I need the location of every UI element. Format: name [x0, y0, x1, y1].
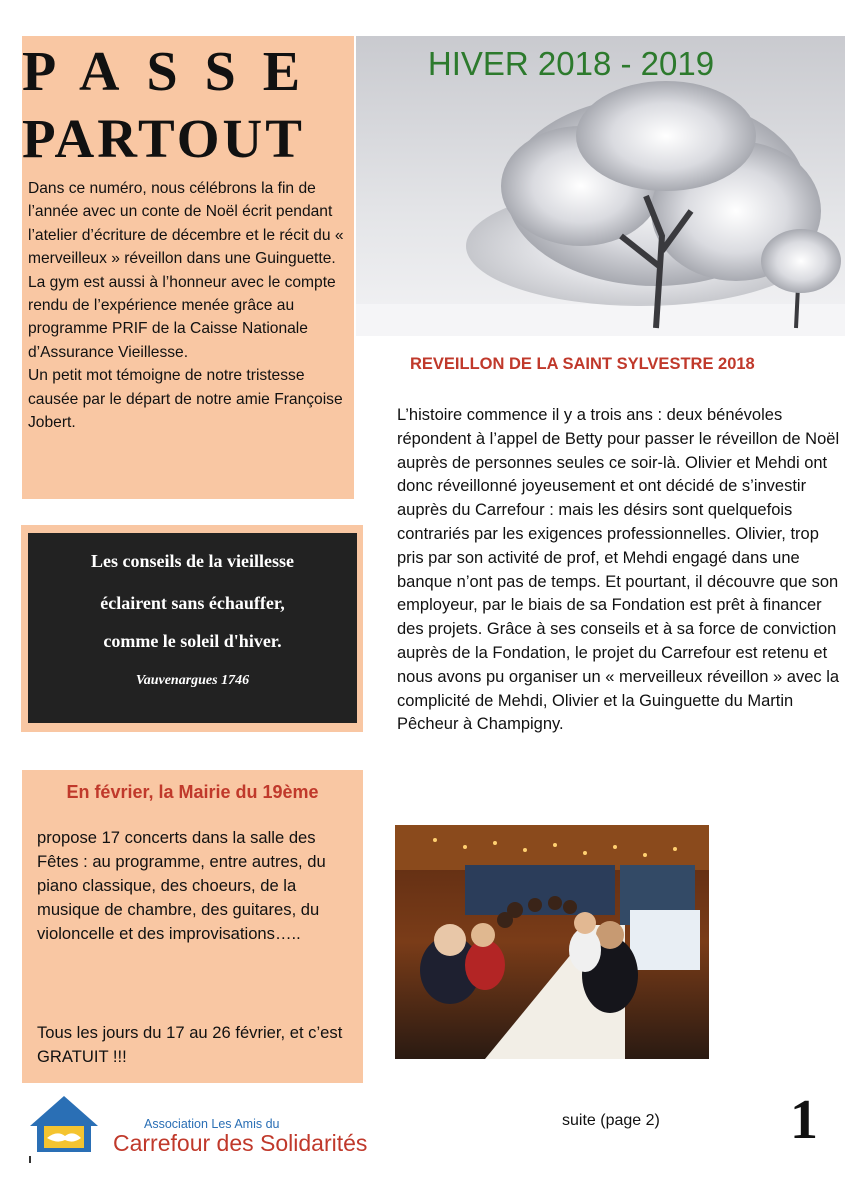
concert-body: propose 17 concerts dans la salle des Fêtes : au programme, entre autres, du piano classique, des choeurs, de la musique de chambre, des guitares, du violoncelle et des improvisations…..: [37, 828, 326, 943]
quote-line: éclairent sans échauffer,: [100, 593, 285, 613]
quote-line: Les conseils de la vieillesse: [91, 551, 294, 571]
logo-line1: Association Les Amis du: [144, 1117, 280, 1131]
page-number: 1: [790, 1089, 818, 1151]
intro-paragraph: Un petit mot témoigne de notre tristesse causée par le départ de notre amie Françoise Jobert.: [28, 367, 343, 432]
concert-note: Tous les jours du 17 au 26 février, et c’est GRATUIT !!!: [37, 1023, 343, 1066]
intro-paragraph: La gym est aussi à l’honneur avec le compte rendu de l’expérience menée grâce au programme PRIF de la Caisse Nationale d’Assurance Vieillesse.: [28, 273, 336, 361]
intro-text: [28, 177, 353, 434]
masthead-title-line2: PARTOUT: [22, 108, 305, 169]
quote-author: Vauvenargues 1746: [135, 673, 250, 688]
issue-season: HIVER 2018 - 2019: [427, 45, 715, 82]
party-photo: [395, 825, 709, 1059]
quote-line: comme le soleil d'hiver.: [103, 631, 282, 651]
intro-paragraph: Dans ce numéro, nous célébrons la fin de l’année avec un conte de Noël écrit pendant l’atelier d’écriture de décembre et le récit du « merveilleux » réveillon dans une Guinguette.: [28, 180, 344, 268]
article-body: L’histoire commence il y a trois ans : deux bénévoles répondent à l’appel de Betty pour passer le réveillon de Noël auprès de personnes seules ce soir-là. Olivier et Mehdi ont donc réveillonné joyeusement et ont décidé de s’investir auprès du Carrefour : mais les désirs sont quelquefois contrariés par les exigences professionnelles. Olivier, trop pris par son activité de prof, et Mehdi engagé dans une banque n’ont pas de temps. Et pourtant, il découvre que son employeur, par le biais de sa Fondation est prêt à financer des projets. Grâce à ses conseils et à sa force de conviction auprès de la Fondation, le projet du Carrefour est retenu et nous avons pu organiser un « merveilleux réveillon » avec la complicité de Mehdi, Olivier et la Guinguette du Martin Pêcheur à Champigny.: [397, 406, 840, 734]
masthead-title-line1: PASSE: [22, 41, 328, 103]
association-logo: [27, 1088, 377, 1163]
article-heading: REVEILLON DE LA SAINT SYLVESTRE 2018: [410, 355, 755, 373]
continuation-note: suite (page 2): [562, 1112, 660, 1129]
concert-heading: En février, la Mairie du 19ème: [66, 782, 319, 802]
logo-line2: Carrefour des Solidarités: [113, 1130, 368, 1156]
